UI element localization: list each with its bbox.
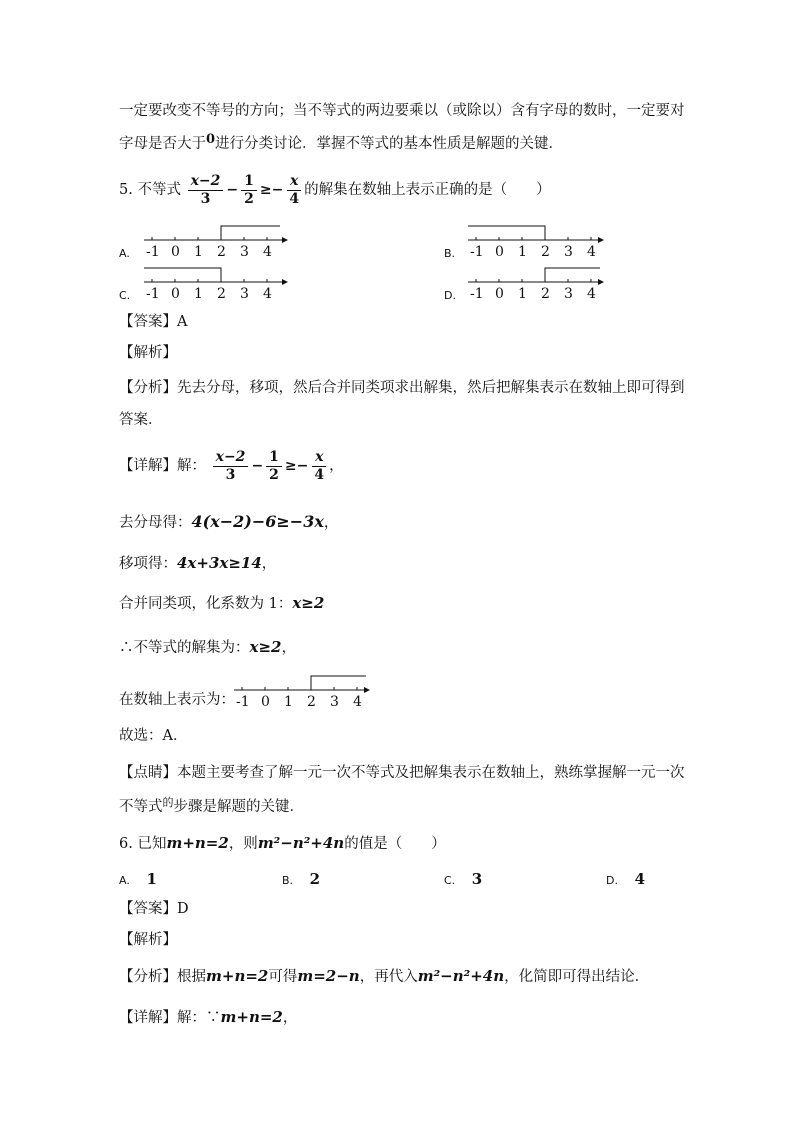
tick-label: 0 <box>261 694 270 710</box>
tick-label: 1 <box>194 286 203 302</box>
number-line-a <box>140 222 290 262</box>
q6-condition: m+n=2 <box>166 834 229 852</box>
tick-label: 4 <box>263 286 272 302</box>
option-label: D. <box>606 874 618 887</box>
detail-frac-2 <box>266 449 282 484</box>
text-span: 可得 <box>268 969 298 985</box>
q5-option-a-label[interactable]: A. <box>119 247 130 260</box>
math-span: m+n=2 <box>206 967 269 985</box>
comma: ， <box>329 458 344 474</box>
comma: ， <box>281 640 296 656</box>
tick-label: -1 <box>146 244 160 260</box>
frac-numerator: 1 <box>266 449 282 467</box>
tick-label: -1 <box>236 694 250 710</box>
frac-denominator: 3 <box>225 466 236 483</box>
q5-step-5 <box>119 690 235 710</box>
solution-number-line <box>230 672 375 712</box>
q6-fenxi <box>119 966 649 987</box>
q6-option-c[interactable] <box>444 869 482 891</box>
q5-stem-tail: 的解集在数轴上表示正确的是（ ） <box>304 182 551 198</box>
solution-bracket <box>221 226 280 240</box>
tick-label: 1 <box>518 244 527 260</box>
tick-label: 0 <box>495 244 504 260</box>
minus-sign: − <box>251 458 264 474</box>
option-label: A. <box>119 874 130 887</box>
tick-label: 3 <box>240 286 249 302</box>
option-value: 2 <box>309 870 321 888</box>
text-span: 的 <box>162 796 174 809</box>
solution-bracket <box>311 676 366 690</box>
text-line-2 <box>119 134 563 155</box>
q5-step-3 <box>119 593 324 614</box>
q6-stem-tail: 的值是（ ） <box>344 836 446 852</box>
step-label: 合并同类项，化系数为 1： <box>119 596 293 612</box>
tick-label: 0 <box>171 286 180 302</box>
text-span: 不等式 <box>119 799 163 815</box>
tick-label: 2 <box>217 286 226 302</box>
tick-label: -1 <box>146 286 160 302</box>
q6-detail <box>119 1007 297 1028</box>
text-line-2-b: 进行分类讨论．掌握不等式的基本性质是解题的关键． <box>215 136 564 152</box>
comma: ， <box>323 515 339 531</box>
frac-denominator: 4 <box>289 190 300 207</box>
axis-arrow <box>598 279 604 285</box>
q5-answer: 【答案】A <box>119 314 188 330</box>
q6-option-b[interactable] <box>282 869 320 891</box>
step-math: x≥2 <box>249 638 282 656</box>
q5-fenxi-line-1: 【分析】先去分母，移项，然后合并同类项求出解集，然后把解集表示在数轴上即可得到 <box>119 380 685 396</box>
q5-fenxi-line-2: 答案． <box>119 412 163 428</box>
tick-label: -1 <box>470 286 484 302</box>
q5-dianjing-line-2 <box>119 797 304 818</box>
tick-label: 1 <box>518 286 527 302</box>
frac-denominator: 4 <box>314 466 325 483</box>
minus-sign: − <box>226 182 239 198</box>
step-math: x≥2 <box>292 594 325 612</box>
option-label: B. <box>282 874 294 887</box>
q5-dianjing-line-1: 【点睛】本题主要考查了解一元一次不等式及把解集表示在数轴上，熟练掌握解一元一次 <box>119 765 685 781</box>
frac-denominator: 2 <box>269 466 279 483</box>
detail-frac-3 <box>311 449 327 484</box>
step-math: 4(x−2)−6≥−3x <box>191 512 324 531</box>
solution-bracket <box>468 226 545 240</box>
axis-arrow <box>598 237 604 243</box>
q5-analysis-head: 【解析】 <box>119 345 177 361</box>
tick-label: 4 <box>263 244 272 260</box>
text-span: ，则 <box>228 836 258 852</box>
zero-symbol: 0 <box>206 132 216 147</box>
step-label: 去分母得： <box>119 515 192 531</box>
step-math: 4x+3x≥14 <box>177 554 262 572</box>
option-value: 1 <box>146 870 157 888</box>
solution-bracket <box>144 268 221 282</box>
q5-step-1 <box>119 512 338 533</box>
math-span: m²−n²+4n <box>417 967 505 985</box>
step-label: 在数轴上表示为： <box>119 692 235 708</box>
comma: ， <box>282 1010 298 1026</box>
axis-arrow <box>282 237 288 243</box>
axis-arrow <box>364 687 370 693</box>
q5-frac-1 <box>188 173 224 208</box>
q5-number: 5. 不等式 <box>119 182 181 198</box>
tick-label: 4 <box>587 286 596 302</box>
text-line-1: 一定要改变不等号的方向；当不等式的两边要乘以（或除以）含有字母的数时，一定要对 <box>119 103 685 119</box>
q5-detail <box>119 447 344 485</box>
tick-label: 0 <box>171 244 180 260</box>
text-span: ，再代入 <box>359 969 418 985</box>
q5-detail-head: 【详解】解： <box>119 458 206 474</box>
text-span: 步骤是解题的关键． <box>173 799 304 815</box>
axis-arrow <box>282 279 288 285</box>
frac-numerator: x <box>312 449 326 467</box>
tick-label: 1 <box>194 244 203 260</box>
frac-denominator: 3 <box>200 190 211 207</box>
number-line-d <box>464 264 614 304</box>
tick-label: 0 <box>495 286 504 302</box>
frac-numerator: x−2 <box>213 449 249 467</box>
tick-label: 3 <box>330 694 339 710</box>
tick-label: 2 <box>217 244 226 260</box>
math-span: m=2−n <box>297 967 360 985</box>
q6-analysis-head: 【解析】 <box>119 932 177 948</box>
number-line-c <box>140 264 290 304</box>
q5-frac-3 <box>286 173 302 208</box>
comma: ， <box>261 556 277 572</box>
geq-sign: ≥− <box>259 182 284 198</box>
tick-label: 4 <box>587 244 596 260</box>
tick-label: 2 <box>541 244 550 260</box>
tick-label: 3 <box>240 244 249 260</box>
math-span: m+n=2 <box>220 1008 283 1026</box>
step-label: ∴不等式的解集为： <box>119 640 250 656</box>
q5-option-b-label[interactable]: B. <box>444 247 456 260</box>
number-line-b <box>464 222 614 262</box>
step-label: 移项得： <box>119 556 177 572</box>
option-label: C. <box>444 874 456 887</box>
frac-denominator: 2 <box>244 190 254 207</box>
q6-option-d[interactable] <box>606 869 645 891</box>
q6-stem <box>119 833 446 854</box>
q5-step-4 <box>119 637 296 658</box>
solution-bracket <box>545 268 600 282</box>
tick-label: -1 <box>470 244 484 260</box>
q5-option-c-label[interactable]: C. <box>119 289 131 302</box>
q5-choose: 故选：A． <box>119 728 188 744</box>
detail-frac-1 <box>213 449 249 484</box>
text-span: ，化简即可得出结论． <box>504 969 650 985</box>
text-line-2-a: 字母是否大于 <box>119 136 206 152</box>
q6-number: 6. 已知 <box>119 836 167 852</box>
frac-numerator: 1 <box>241 173 257 191</box>
q6-expression: m²−n²+4n <box>257 834 345 852</box>
q6-option-a[interactable] <box>119 869 157 891</box>
q5-frac-2 <box>241 173 257 208</box>
tick-label: 1 <box>284 694 293 710</box>
text-span: 【分析】根据 <box>119 969 206 985</box>
q5-option-d-label[interactable]: D. <box>444 289 456 302</box>
tick-label: 3 <box>564 286 573 302</box>
geq-sign: ≥− <box>284 458 309 474</box>
q5-stem <box>119 172 551 208</box>
frac-numerator: x <box>287 173 301 191</box>
tick-label: 2 <box>541 286 550 302</box>
option-value: 4 <box>634 870 646 888</box>
tick-label: 3 <box>564 244 573 260</box>
text-span: 【详解】解：∵ <box>119 1010 221 1026</box>
tick-label: 2 <box>307 694 316 710</box>
option-value: 3 <box>471 870 483 888</box>
q6-answer: 【答案】D <box>119 901 189 917</box>
frac-numerator: x−2 <box>188 173 224 191</box>
q5-step-2 <box>119 553 276 574</box>
tick-label: 4 <box>353 694 362 710</box>
